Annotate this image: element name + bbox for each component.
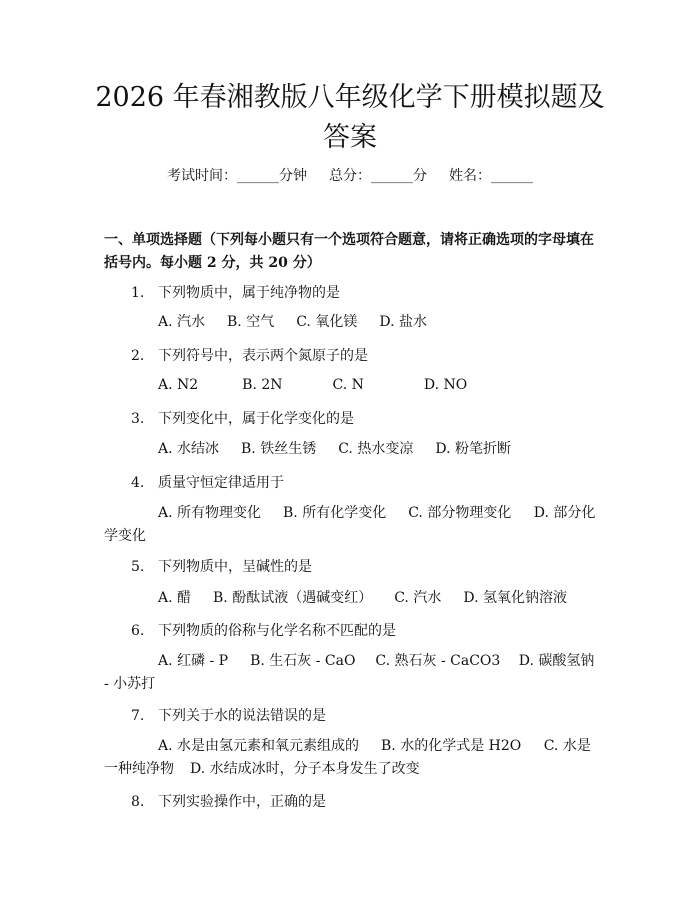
question-text: 下列实验操作中，正确的是 — [158, 794, 326, 810]
question-text: 下列物质中，属于纯净物的是 — [158, 285, 340, 301]
question-text: 质量守恒定律适用于 — [158, 475, 284, 491]
option-d: D. 盐水 — [379, 314, 427, 330]
option-b: B. 空气 — [227, 314, 275, 330]
question-number: 6. — [131, 623, 145, 639]
student-name-field: 姓名：______ — [449, 168, 533, 184]
question-1 — [131, 283, 340, 303]
option-a: A. 醋 — [158, 590, 192, 606]
page-title: 2026 年春湘教版八年级化学下册模拟题及答案 — [95, 82, 605, 153]
section-heading: 一、单项选择题（下列每小题只有一个选项符合题意，请将正确选项的字母填在括号内。每小题 2 分，共 20 分） — [104, 232, 594, 271]
question-number: 1. — [131, 285, 145, 301]
option-a: A. 所有物理变化 — [158, 505, 262, 521]
question-number: 4. — [131, 475, 145, 491]
option-b: B. 酚酞试液（遇碱变红） — [213, 590, 373, 606]
question-number: 2. — [131, 348, 145, 364]
question-7 — [131, 706, 326, 726]
question-6 — [131, 621, 396, 641]
exam-info-line — [0, 166, 700, 186]
question-6-options — [104, 650, 600, 696]
option-a: A. 红磷 - P — [158, 653, 229, 669]
question-text: 下列关于水的说法错误的是 — [158, 708, 326, 724]
question-5 — [131, 557, 312, 577]
question-text: 下列物质的俗称与化学名称不匹配的是 — [158, 623, 396, 639]
option-a: A. 水结冰 — [158, 441, 220, 457]
question-2-options — [104, 374, 600, 397]
option-a: A. 汽水 — [158, 314, 206, 330]
question-number: 8. — [131, 794, 145, 810]
option-c: C. 氧化镁 — [296, 314, 358, 330]
option-c: C. 热水变凉 — [338, 441, 414, 457]
question-number: 5. — [131, 559, 145, 575]
question-4 — [131, 473, 284, 493]
option-b: B. 2N — [242, 377, 283, 393]
question-text: 下列符号中，表示两个氮原子的是 — [158, 348, 368, 364]
option-a: A. N2 — [158, 377, 199, 393]
question-4-options — [104, 502, 600, 548]
option-b: B. 所有化学变化 — [283, 505, 387, 521]
question-text: 下列物质中，呈碱性的是 — [158, 559, 312, 575]
question-text: 下列变化中，属于化学变化的是 — [158, 411, 354, 427]
option-c: C. 水是一种纯净物 — [104, 738, 591, 777]
question-number: 7. — [131, 708, 145, 724]
question-2 — [131, 346, 368, 366]
total-score-field: 总分：______分 — [329, 168, 427, 184]
option-d: D. 碳酸氢钠 - 小苏打 — [104, 653, 595, 692]
option-c: C. 汽水 — [394, 590, 442, 606]
option-d: D. NO — [423, 377, 468, 393]
option-b: B. 生石灰 - CaO — [250, 653, 356, 669]
option-a: A. 水是由氢元素和氧元素组成的 — [158, 738, 360, 754]
question-8 — [131, 792, 326, 812]
question-7-options — [104, 735, 600, 781]
exam-time-field: 考试时间：______分钟 — [167, 168, 307, 184]
option-b: B. 铁丝生锈 — [241, 441, 317, 457]
option-c: C. 部分物理变化 — [408, 505, 512, 521]
option-c: C. N — [332, 377, 364, 393]
option-d: D. 部分化学变化 — [104, 505, 596, 544]
question-3-options — [104, 438, 600, 461]
question-1-options — [104, 311, 600, 334]
option-b: B. 水的化学式是 H2O — [381, 738, 522, 754]
question-3 — [131, 409, 354, 429]
question-5-options — [104, 587, 600, 610]
option-d: D. 粉笔折断 — [435, 441, 511, 457]
option-d: D. 水结成冰时，分子本身发生了改变 — [190, 761, 420, 777]
option-d: D. 氢氧化钠溶液 — [463, 590, 567, 606]
option-c: C. 熟石灰 - CaCO3 — [375, 653, 501, 669]
question-number: 3. — [131, 411, 145, 427]
